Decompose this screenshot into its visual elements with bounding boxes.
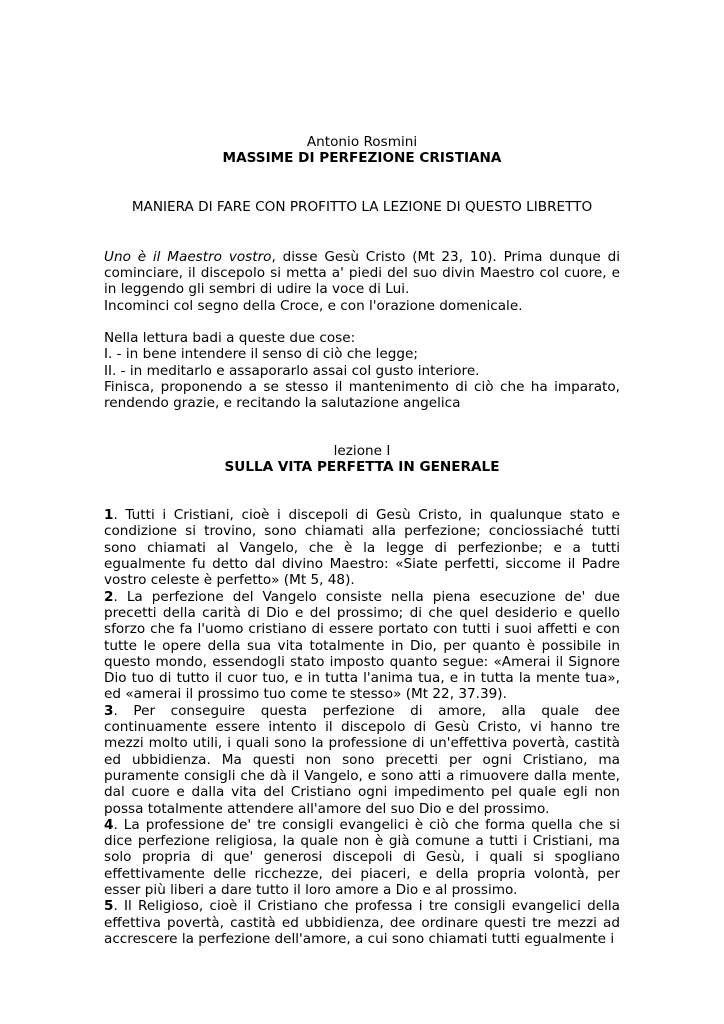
paragraph-number: 1 <box>104 507 114 524</box>
intro-quote: Uno è il Maestro vostro <box>104 248 272 265</box>
lesson-heading <box>104 443 620 476</box>
author-name: Antonio Rosmini <box>306 134 418 150</box>
document-page <box>104 134 620 947</box>
paragraph-4 <box>104 817 620 898</box>
reading-point-2: II. - in meditarlo e assaporarlo assai col gusto interiore. <box>104 362 480 379</box>
reading-intro: Nella lettura badi a queste due cose: <box>104 330 356 347</box>
numbered-paragraphs <box>104 507 620 947</box>
paragraph-text: . La perfezione del Vangelo consiste nella piena esecuzione de' due precetti della carità di Dio e del prossimo; di che quel desiderio e quello sforzo che fa l'uomo cristiano di essere portato con tutti i suoi affetti e con tutte le opere della sua vita totalmente in Dio, per quanto è possibile in questo mondo, essendogli stato imposto quanto segue: «Amerai il Signore Dio tuo di tutto il cuor tuo, e in tutta l'anima tua, e in tutta la mente tua», ed «amerai il prossimo tuo come te stesso» (Mt 22, 37.39). <box>104 588 620 703</box>
paragraph-number: 5 <box>104 898 114 915</box>
reading-section <box>104 330 620 411</box>
intro-line-2: Incominci col segno della Croce, e con l'orazione domenicale. <box>104 297 523 314</box>
reading-point-1: I. - in bene intendere il senso di ciò che legge; <box>104 346 418 363</box>
paragraph-number: 4 <box>104 816 114 833</box>
intro-text: , disse Gesù Cristo (Mt 23, 10). Prima dunque di cominciare, il discepolo si metta a' piedi del suo divin Maestro col cuore, e in leggendo gli sembri di udire la voce di Lui. <box>104 248 620 298</box>
lesson-label: lezione I <box>333 442 391 459</box>
paragraph-3 <box>104 703 620 817</box>
paragraph-1 <box>104 507 620 588</box>
paragraph-text: . La professione de' tre consigli evangelici è ciò che forma quella che si dice perfezione religiosa, la quale non è già comune a tutti i Cristiani, ma solo propria di que' generosi discepoli di Gesù, i quali si spogliano effettivamente delle ricchezze, dei piaceri, e della propria volontà, per esser più liberi a dare tutto il loro amore a Dio e al prossimo. <box>104 816 620 898</box>
intro-paragraph <box>104 249 620 298</box>
paragraph-text: . Per conseguire questa perfezione di amore, alla quale dee continuamente essere intento il discepolo di Gesù Cristo, vi hanno tre mezzi molto utili, i quali sono la professione di un'effettiva povertà, castità ed ubbidienza. Ma questi non sono precetti per ogni Cristiano, ma puramente consigli che dà il Vangelo, e sono atti a rimuovere dalla mente, dal cuore e dalla vita del Cristiano ogni impedimento pel quale egli non possa totalmente attendere all'amore del suo Dio e del prossimo. <box>104 702 620 817</box>
paragraph-text: . Tutti i Cristiani, cioè i discepoli di Gesù Cristo, in qualunque stato e condizione si trovino, sono chiamati alla perfezione; conciossiaché tutti sono chiamati al Vangelo, che è la legge di perfezionbe; e a tutti egualmente fu detto dal divino Maestro: «Siate perfetti, siccome il Padre vostro celeste è perfetto» (Mt 5, 48). <box>104 507 620 589</box>
paragraph-text: . Il Religioso, cioè il Cristiano che professa i tre consigli evangelici della effettiva povertà, castità ed ubbidienza, dee ordinare questi tre mezzi ad accrescere la perfezione dell'amore, a cui sono chiamati tutti egualmente i <box>104 898 620 947</box>
intro-section <box>104 249 620 314</box>
paragraph-2 <box>104 589 620 703</box>
paragraph-5 <box>104 898 620 947</box>
paragraph-number: 2 <box>104 588 114 605</box>
paragraph-number: 3 <box>104 702 114 719</box>
document-title: MASSIME DI PERFEZIONE CRISTIANA <box>222 150 502 167</box>
method-heading: MANIERA DI FARE CON PROFITTO LA LEZIONE DI QUESTO LIBRETTO <box>131 198 593 215</box>
reading-closing: Finisca, proponendo a se stesso il mantenimento di ciò che ha imparato, rendendo grazie, e recitando la salutazione angelica <box>104 378 620 412</box>
lesson-title: SULLA VITA PERFETTA IN GENERALE <box>224 458 500 475</box>
